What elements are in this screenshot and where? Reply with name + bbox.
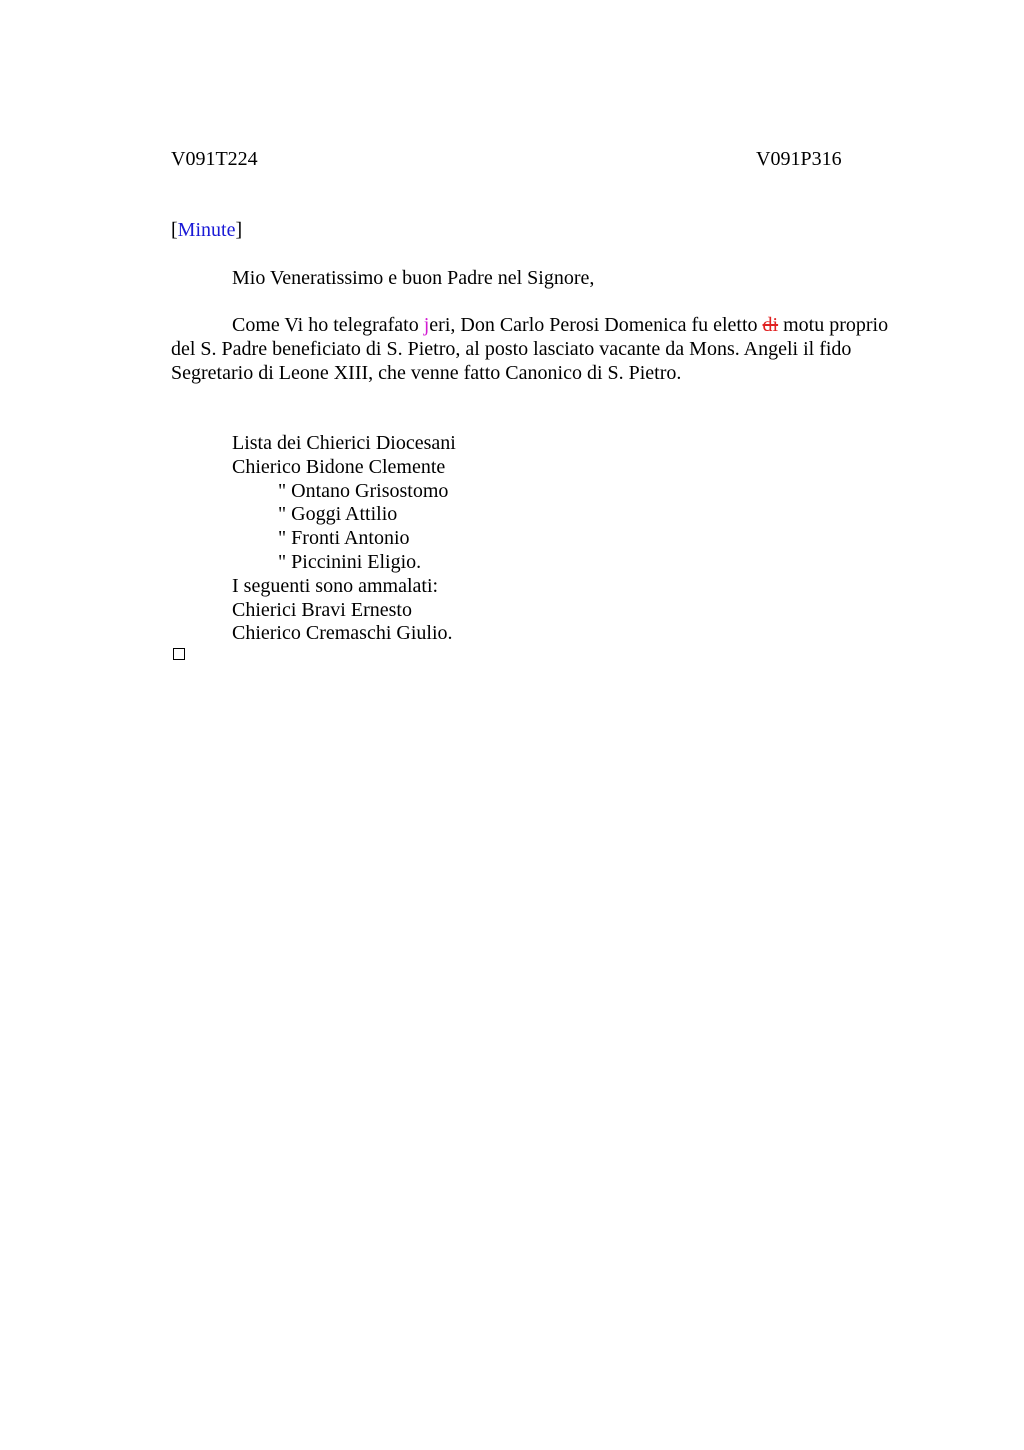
document-code-right: V091P316 [756,148,842,170]
empty-box-icon [173,648,185,660]
paragraph-line-1 [171,313,916,337]
inserted-letter: j [423,314,430,336]
minute-word: Minute [177,219,236,241]
minute-close-bracket: ] [235,219,243,241]
list-item: Chierico Bidone Clemente [232,455,446,478]
list-item: " Piccinini Eligio. [278,550,422,573]
paragraph-text-middle: eri, Don Carlo Perosi Domenica fu eletto [429,314,763,336]
minute-open-bracket: [ [171,219,178,241]
list-item: Chierico Cremaschi Giulio. [232,622,453,645]
paragraph-text-before: Come Vi ho telegrafato [232,314,424,336]
deleted-word: di [762,314,779,336]
list-item: " Ontano Grisostomo [278,479,449,502]
minute-label [171,218,242,242]
list-title: Lista dei Chierici Diocesani [232,432,456,454]
sick-heading: I seguenti sono ammalati: [232,574,439,597]
document-code-left: V091T224 [171,148,258,170]
paragraph-line-3: Segretario di Leone XIII, che venne fatto Canonico di S. Pietro. [171,362,682,384]
list-item: " Fronti Antonio [278,527,410,550]
paragraph-line-2: del S. Padre beneficiato di S. Pietro, al posto lasciato vacante da Mons. Angeli il fido [171,338,852,360]
clerics-list [232,432,456,646]
salutation: Mio Veneratissimo e buon Padre nel Signore, [232,267,595,289]
paragraph-text-after: motu proprio [778,314,889,336]
body-paragraph [171,313,916,385]
list-item: Chierici Bravi Ernesto [232,598,412,621]
list-item: " Goggi Attilio [278,503,398,526]
